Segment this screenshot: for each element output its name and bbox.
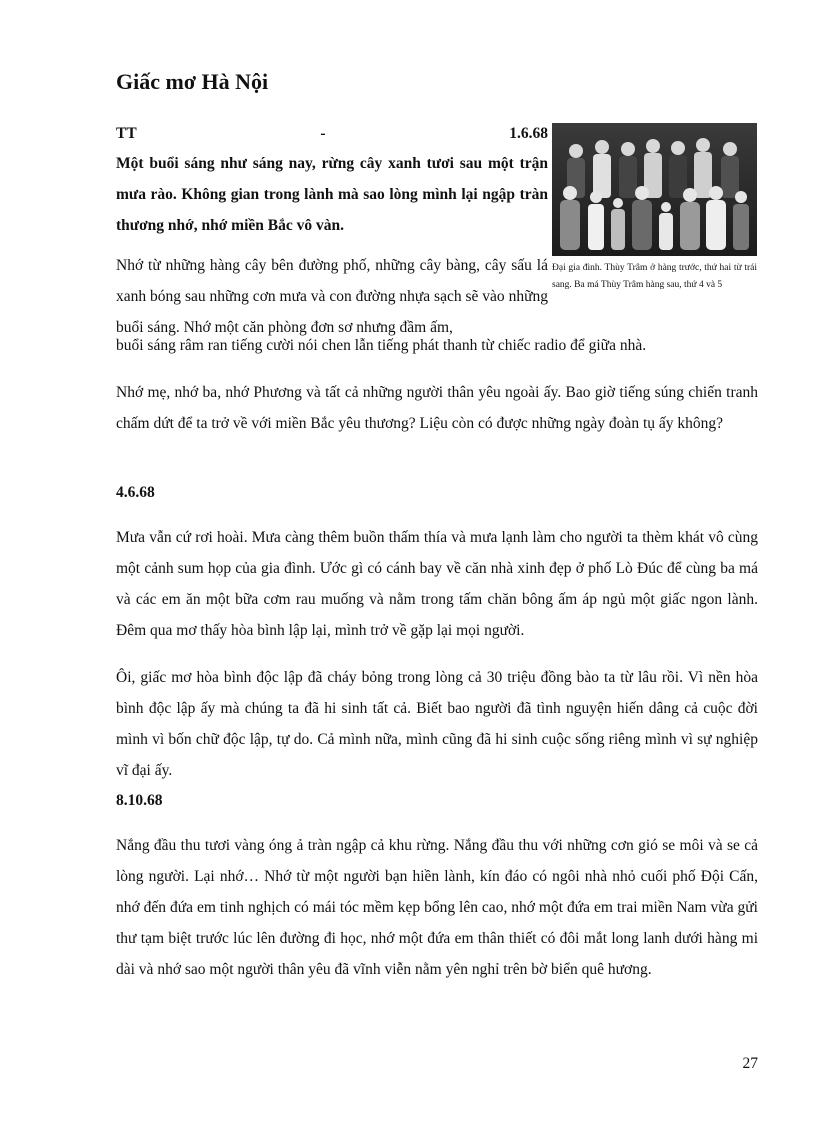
entry3-body: [116, 830, 758, 1001]
entry2-body: [116, 522, 758, 802]
entry1-intro: Một buổi sáng như sáng nay, rừng cây xanh tươi sau một trận mưa rào. Không gian trong lành mà sao lòng mình lại ngập tràn thương nhớ, nhớ miền Bắc vô vàn.: [116, 155, 548, 234]
entry1-para1-left: Nhớ từ những hàng cây bên đường phố, những cây bàng, cây sấu lá xanh bóng sau những cơn mưa và con đường nhựa sạch sẽ vào những buổi sáng. Nhớ một căn phòng đơn sơ nhưng đầm ấm,: [116, 257, 548, 336]
entry3-date: 8.10.68: [116, 792, 163, 809]
entry2-para2: Ôi, giấc mơ hòa bình độc lập đã cháy bỏng trong lòng cả 30 triệu đồng bào ta từ lâu rồi. Vì nền hòa bình độc lập ấy mà chúng ta đã hi sinh tất cả. Biết bao người đã tình nguyện hiến dâng cả cuộc đời mình vì bốn chữ độc lập, tự do. Cả mình nữa, mình cũng đã hi sinh cuộc sống riêng mình vì sự nghiệp vĩ đại ấy.: [116, 669, 758, 779]
page-number: 27: [742, 1055, 758, 1072]
entry3-para1: Nắng đầu thu tươi vàng óng ả tràn ngập cả khu rừng. Nắng đầu thu với những cơn gió se môi và se cả lòng người. Lại nhớ… Nhớ từ một người bạn hiền lành, kín đáo có ngôi nhà nhỏ cuối phố Đội Cấn, nhớ đến đứa em tinh nghịch có mái tóc mềm kẹp bổng lên cao, nhớ một đứa em trai miền Nam vừa gửi thư tạm biệt trước lúc lên đường đi học, nhớ một đứa em thân thiết có đôi mắt long lanh dưới hàng mi dài và nhớ sao một người thân yêu đã vĩnh viễn nằm yên nghỉ trên bờ biển quê hương.: [116, 837, 758, 978]
entry1-para1-cont: buổi sáng râm ran tiếng cười nói chen lẫn tiếng phát thanh từ chiếc radio để giữa nhà.: [116, 337, 647, 354]
family-photo-image: [552, 123, 757, 256]
entry1-body: [116, 330, 758, 455]
entry1-header: [116, 124, 548, 144]
family-photo: [552, 123, 757, 256]
entry2-date: 4.6.68: [116, 484, 155, 501]
entry1-para2: Nhớ mẹ, nhớ ba, nhớ Phương và tất cả những người thân yêu ngoài ấy. Bao giờ tiếng súng chiến tranh chấm dứt để ta trở về với miền Bắc yêu thương? Liệu còn có được những ngày đoàn tụ ấy không?: [116, 384, 758, 432]
entry1-tt: TT: [116, 125, 137, 142]
entry1-date: 1.6.68: [509, 125, 548, 142]
photo-caption: Đại gia đình. Thùy Trâm ở hàng trước, thứ hai từ trái sang. Ba má Thùy Trâm hàng sau, thứ 4 và 5: [552, 263, 757, 290]
entry2-para1: Mưa vẫn cứ rơi hoài. Mưa càng thêm buồn thấm thía và mưa lạnh làm cho người ta thèm khát vô cùng một cảnh sum họp của gia đình. Ước gì có cánh bay về căn nhà xinh đẹp ở phố Lò Đúc để cùng ba má và các em ăn một bữa cơm rau muống và nằm trong tấm chăn bông ấm áp ngủ một giấc ngon lành. Đêm qua mơ thấy hòa bình lập lại, mình trở về gặp lại mọi người.: [116, 529, 758, 639]
page-title: Giấc mơ Hà Nội: [116, 69, 269, 94]
entry1-dash: -: [320, 125, 326, 142]
